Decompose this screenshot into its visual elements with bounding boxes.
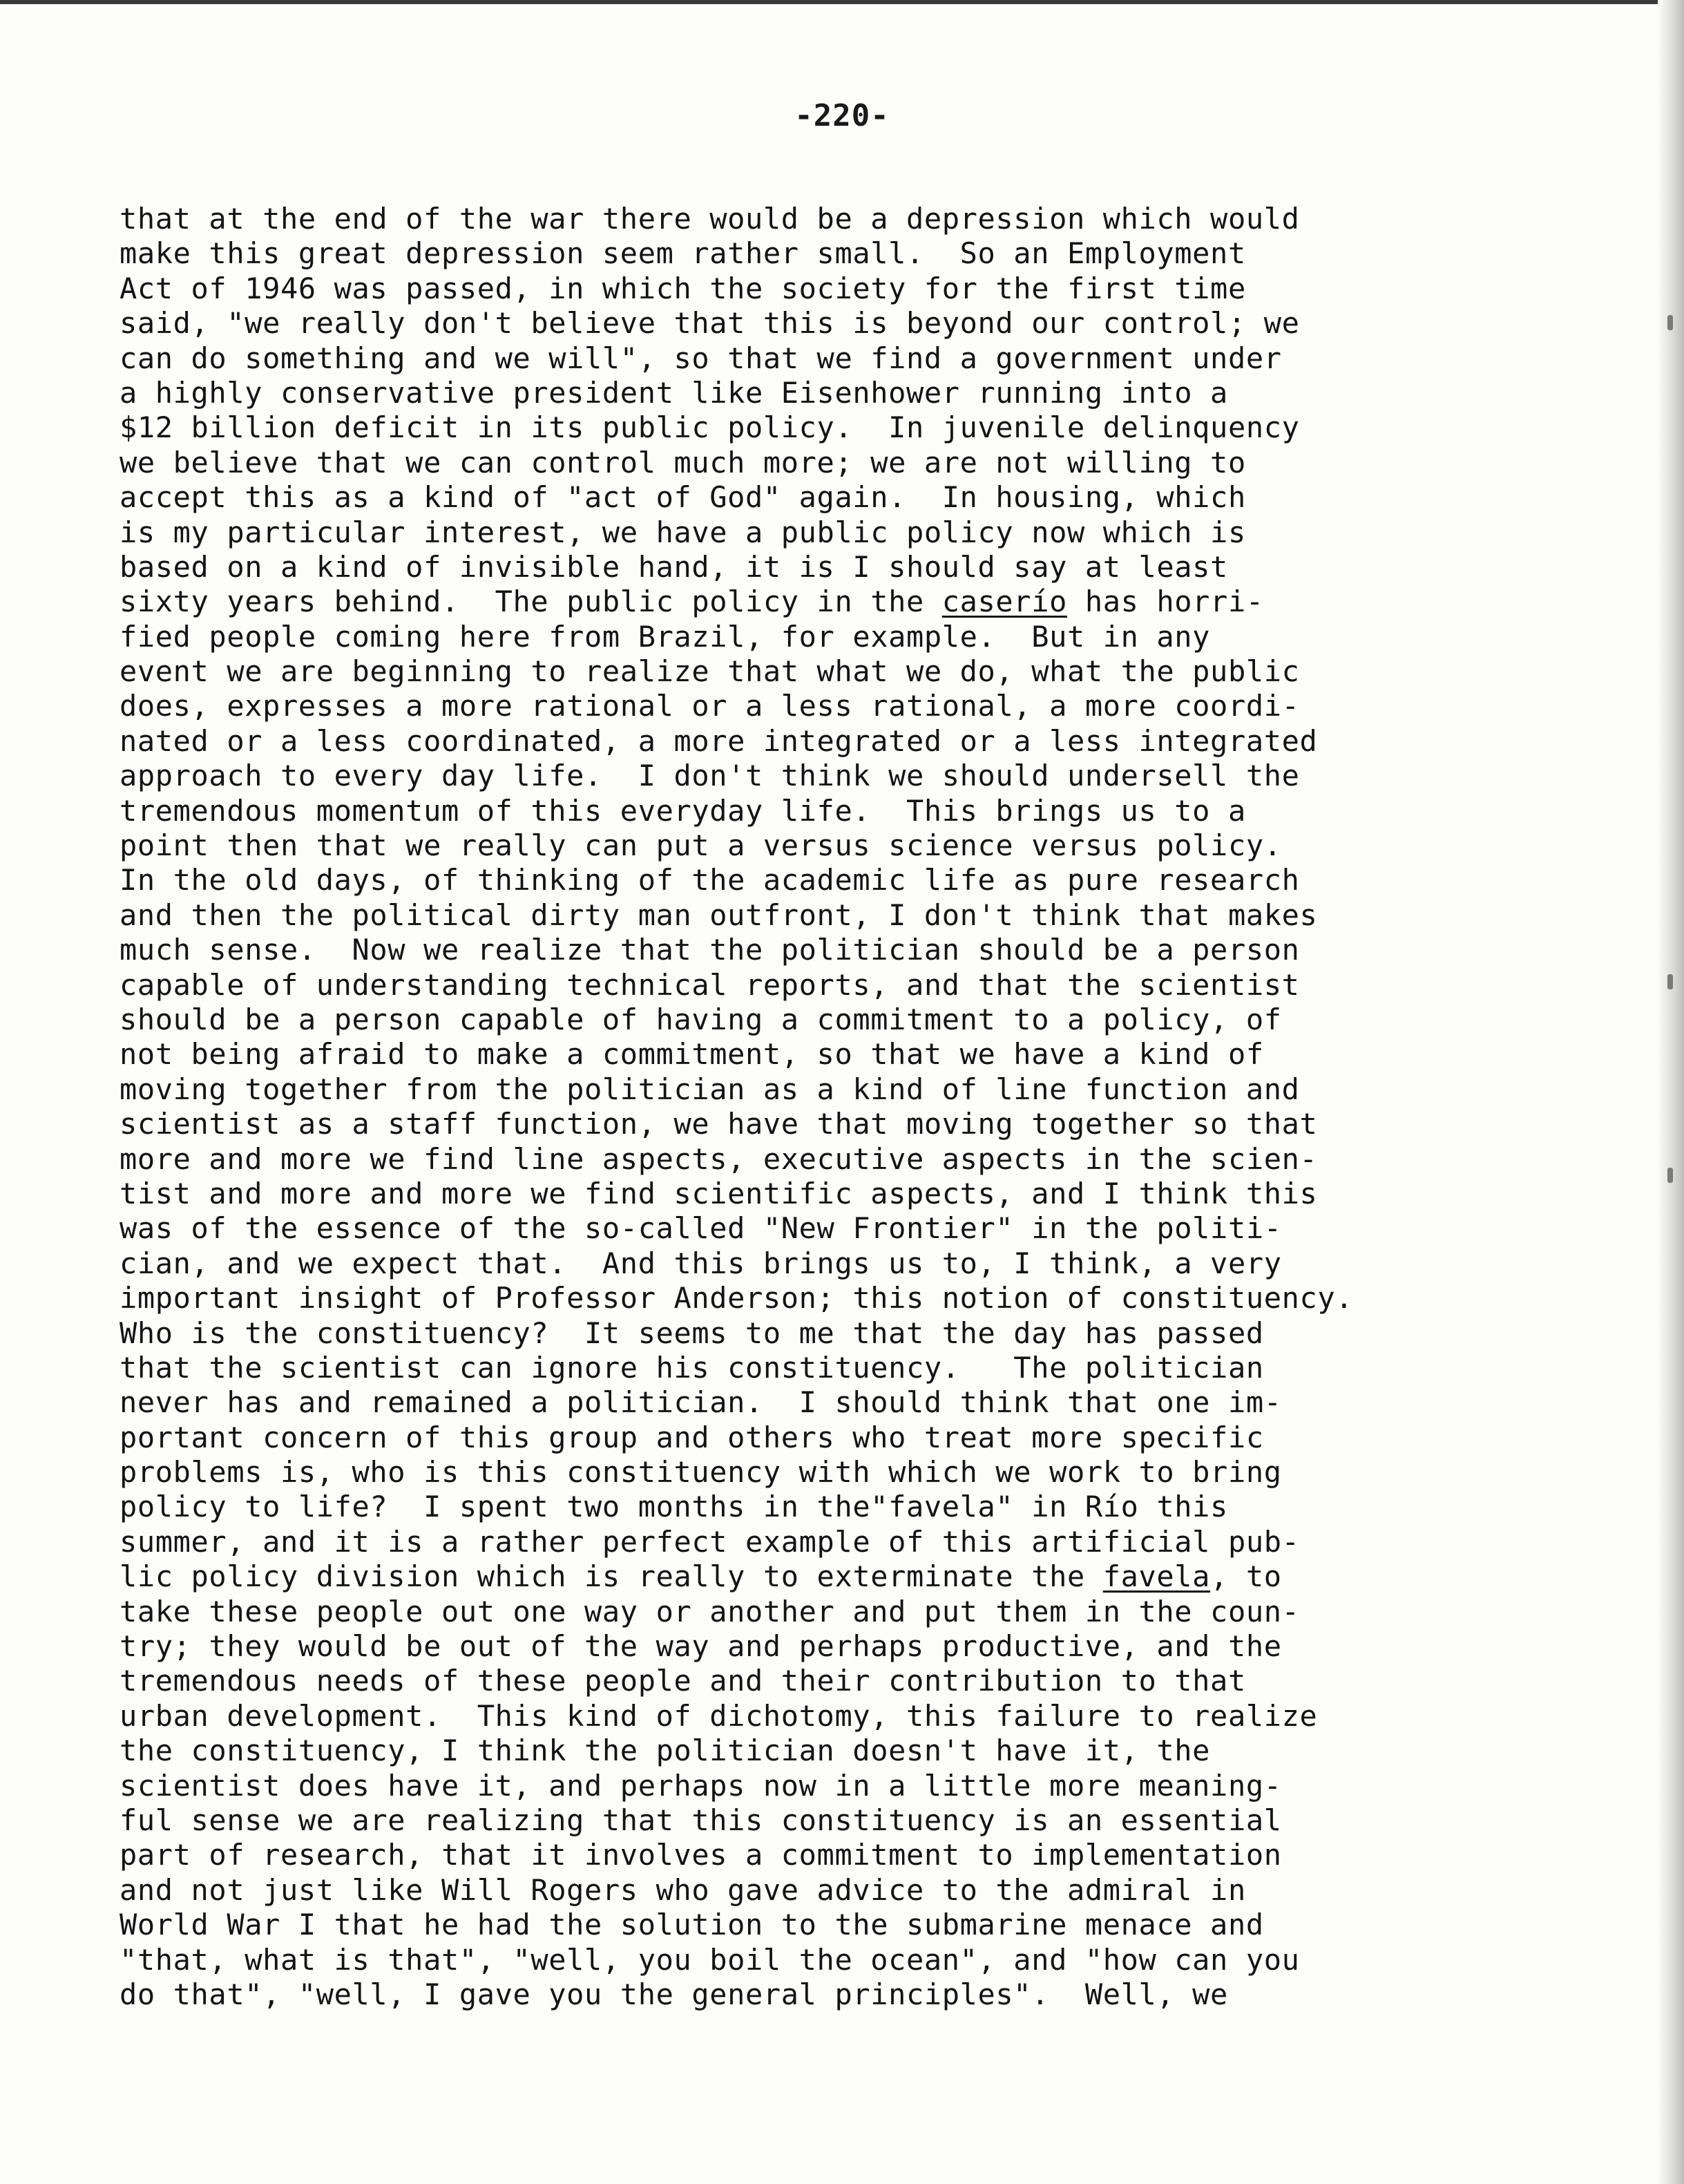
text-line: can do something and we will", so that we find a government under (119, 341, 1282, 375)
text-line: make this great depression seem rather small. So an Employment (119, 236, 1246, 271)
text-line: do that", "well, I gave you the general principles". Well, we (119, 1977, 1228, 2011)
text-line: point then that we really can put a versus science versus policy. (119, 828, 1282, 863)
text-line: accept this as a kind of "act of God" again. In housing, which (119, 480, 1246, 515)
text-line: Who is the constituency? It seems to me that the day has passed (119, 1316, 1264, 1350)
text-line: scientist does have it, and perhaps now in a little more meaning- (119, 1768, 1282, 1803)
text-line: portant concern of this group and others who treat more specific (119, 1420, 1264, 1454)
text-line: event we are beginning to realize that what we do, what the public (119, 654, 1300, 689)
text-segment: has horri- (1066, 585, 1264, 619)
text-line: should be a person capable of having a commitment to a policy, of (119, 1002, 1282, 1036)
text-line: tremendous needs of these people and their contribution to that (119, 1664, 1246, 1698)
text-line: urban development. This kind of dichotomy, this failure to realize (119, 1698, 1318, 1733)
text-line: more and more we find line aspects, executive aspects in the scien- (119, 1141, 1318, 1176)
text-line: and not just like Will Rogers who gave advice to the admiral in (119, 1872, 1246, 1907)
underlined-word: caserío (941, 585, 1067, 619)
text-line: $12 billion deficit in its public policy. In juvenile delinquency (119, 410, 1300, 445)
text-line: based on a kind of invisible hand, it is I should say at least (119, 549, 1228, 584)
text-line: tist and more and more we find scientific aspects, and I think this (119, 1176, 1318, 1210)
text-line: World War I that he had the solution to the submarine menace and (119, 1908, 1264, 1942)
text-line: approach to every day life. I don't think we should undersell the (119, 759, 1300, 793)
text-line: capable of understanding technical reports, and that the scientist (119, 967, 1300, 1002)
text-line: fied people coming here from Brazil, for example. But in any (119, 619, 1211, 654)
text-line: Act of 1946 was passed, in which the society for the first time (119, 271, 1246, 305)
text-line: is my particular interest, we have a public policy now which is (119, 515, 1246, 549)
text-segment: sixty years behind. The public policy in the (119, 585, 942, 619)
text-line: that at the end of the war there would be a depression which would (119, 202, 1300, 236)
text-line: the constituency, I think the politician doesn't have it, the (119, 1734, 1211, 1768)
text-line: a highly conservative president like Eisenhower running into a (119, 375, 1228, 410)
text-line: problems is, who is this constituency with which we work to bring (119, 1455, 1282, 1490)
text-line (119, 585, 1563, 619)
text-line: we believe that we can control much more; we are not willing to (119, 445, 1246, 479)
text-line: moving together from the politician as a kind of line function and (119, 1072, 1300, 1106)
text-line: much sense. Now we realize that the politician should be a person (119, 933, 1300, 967)
text-line: tremendous momentum of this everyday life. This brings us to a (119, 793, 1246, 828)
text-line: take these people out one way or another and put them in the coun- (119, 1594, 1300, 1628)
text-line: important insight of Professor Anderson; this notion of constituency. (119, 1281, 1354, 1316)
text-line (119, 1559, 1563, 1594)
scan-speck (1667, 1168, 1673, 1183)
text-line: and then the political dirty man outfront, I don't think that makes (119, 898, 1318, 932)
text-line: ful sense we are realizing that this constituency is an essential (119, 1803, 1282, 1837)
text-segment: , to (1210, 1559, 1282, 1594)
text-line: "that, what is that", "well, you boil the ocean", and "how can you (119, 1942, 1300, 1977)
underlined-word: favela (1102, 1559, 1211, 1594)
text-line: said, "we really don't believe that this is beyond our control; we (119, 306, 1300, 341)
text-line: In the old days, of thinking of the academic life as pure research (119, 863, 1300, 898)
text-line: never has and remained a politician. I should think that one im- (119, 1385, 1282, 1420)
body-text (119, 202, 1563, 2012)
text-line: summer, and it is a rather perfect example of this artificial pub- (119, 1524, 1300, 1559)
page-number: -220- (794, 98, 890, 133)
text-line: scientist as a staff function, we have that moving together so that (119, 1107, 1318, 1141)
scan-speck (1667, 974, 1673, 989)
text-line: cian, and we expect that. And this brings us to, I think, a very (119, 1246, 1282, 1280)
text-segment: lic policy division which is really to exterminate the (119, 1559, 1103, 1594)
scan-top-edge (0, 0, 1684, 4)
text-line: that the scientist can ignore his constituency. The politician (119, 1350, 1264, 1385)
scan-speck (1667, 315, 1673, 330)
text-line: policy to life? I spent two months in the"favela" in Río this (119, 1490, 1228, 1524)
text-line: does, expresses a more rational or a less rational, a more coordi- (119, 689, 1300, 723)
text-line: nated or a less coordinated, a more integrated or a less integrated (119, 723, 1318, 758)
text-line: not being afraid to make a commitment, so that we have a kind of (119, 1037, 1264, 1072)
text-line: part of research, that it involves a commitment to implementation (119, 1838, 1282, 1872)
text-line: was of the essence of the so-called "New Frontier" in the politi- (119, 1211, 1282, 1246)
text-line: try; they would be out of the way and perhaps productive, and the (119, 1629, 1282, 1664)
